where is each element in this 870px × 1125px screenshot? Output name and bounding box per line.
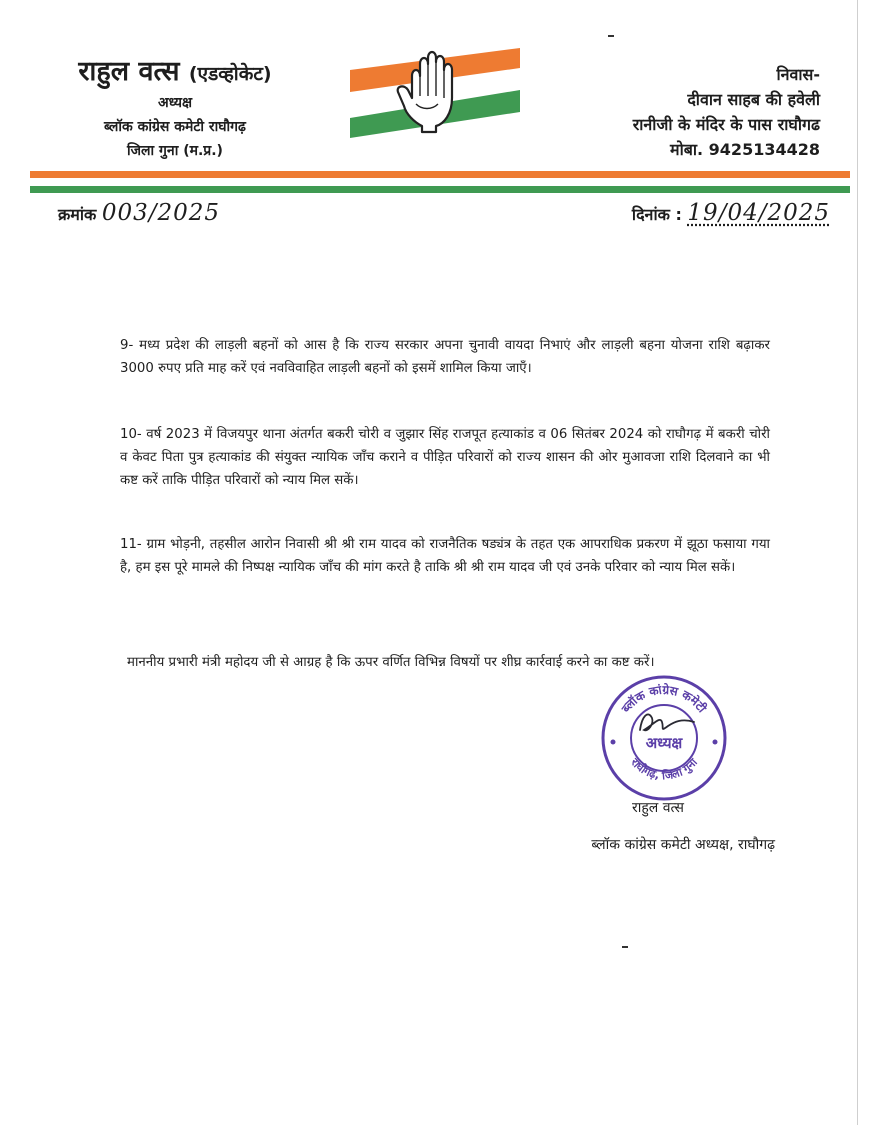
scan-speck [608, 35, 614, 37]
date-label: दिनांक : [631, 205, 682, 224]
stamp-center-text: अध्यक्ष [645, 734, 683, 752]
letterhead-right [633, 62, 820, 162]
point-11: 11- ग्राम भोड़नी, तहसील आरोन निवासी श्री श्री राम यादव को राजनैतिक षड्यंत्र के तहत एक आपराधिक प्रकरण में झूठा फसाया गया है, हम इस पूरे मामले की निष्पक्ष न्यायिक जाँच की मांग करते है ताकि श्री श्री राम यादव जी एवं उनके परिवार को न्याय मिल सकें। [120, 537, 770, 576]
stamp-dot-left [611, 740, 616, 745]
green-band [30, 186, 850, 193]
residence-label: निवास- [776, 65, 820, 84]
sender-designation: (एडव्होकेट) [188, 63, 272, 85]
sender-committee: ब्लॉक कांग्रेस कमेटी राघौगढ़ [104, 119, 246, 135]
sender-name: राहुल वत्स [78, 56, 180, 87]
residence-line1: दीवान साहब की हवेली [687, 90, 820, 109]
handwritten-signature [640, 714, 694, 730]
congress-hand-flag-logo [350, 40, 520, 140]
stamp-dot-right [713, 740, 718, 745]
closing-request: माननीय प्रभारी मंत्री महोदय जी से आग्रह है कि ऊपर वर्णित विभिन्न विषयों पर शीघ्र कार्रवाई करने का कष्ट करें। [127, 655, 655, 671]
reference-value: 003/2025 [101, 200, 221, 226]
stamp-top-text: ब्लॉक कांग्रेस कमेटी [618, 682, 710, 716]
date-value: 19/04/2025 [687, 200, 830, 226]
committee-stamp [598, 672, 730, 804]
reference-number [58, 200, 220, 226]
sender-district: जिला गुना (म.प्र.) [127, 143, 223, 159]
residence-phone: मोबा. 9425134428 [670, 140, 820, 159]
sender-name-line [40, 55, 310, 91]
saffron-band [30, 171, 850, 178]
signatory-name: राहुल वत्स [632, 800, 684, 816]
reference-label: क्रमांक [58, 205, 97, 224]
sender-post: अध्यक्ष [157, 95, 193, 111]
stamp-bottom-text: राघौगढ़, जिला गुना [628, 755, 700, 783]
letter-date [632, 200, 830, 226]
scan-edge-line [857, 0, 858, 1125]
signatory-title: ब्लॉक कांग्रेस कमेटी अध्यक्ष, राघौगढ़ [591, 837, 775, 853]
residence-line2: रानीजी के मंदिर के पास राघौगढ [632, 115, 820, 134]
letterhead-left [40, 55, 310, 163]
svg-text:राघौगढ़, जिला गुना [627, 755, 700, 783]
point-9: 9- मध्य प्रदेश की लाड़ली बहनों को आस है कि राज्य सरकार अपना चुनावी वायदा निभाएं और लाड़ली बहना योजना राशि बढ़ाकर 3000 रुपए प्रति माह करें एवं नवविवाहित लाड़ली बहनों को इसमें शामिल किया जाएँ। [120, 338, 770, 377]
scan-speck [622, 946, 628, 948]
point-10: 10- वर्ष 2023 में विजयपुर थाना अंतर्गत बकरी चोरी व जुझार सिंह राजपूत हत्याकांड व 06 सितंबर 2024 को राघौगढ़ में बकरी चोरी व केवट पिता पुत्र हत्याकांड की संयुक्त न्यायिक जाँच कराने व पीड़ित परिवारों को राज्य शासन की ओर मुआवजा राशि दिलवाने का भी कष्ट करें ताकि पीड़ित परिवारों को न्याय मिल सकें। [120, 427, 770, 489]
